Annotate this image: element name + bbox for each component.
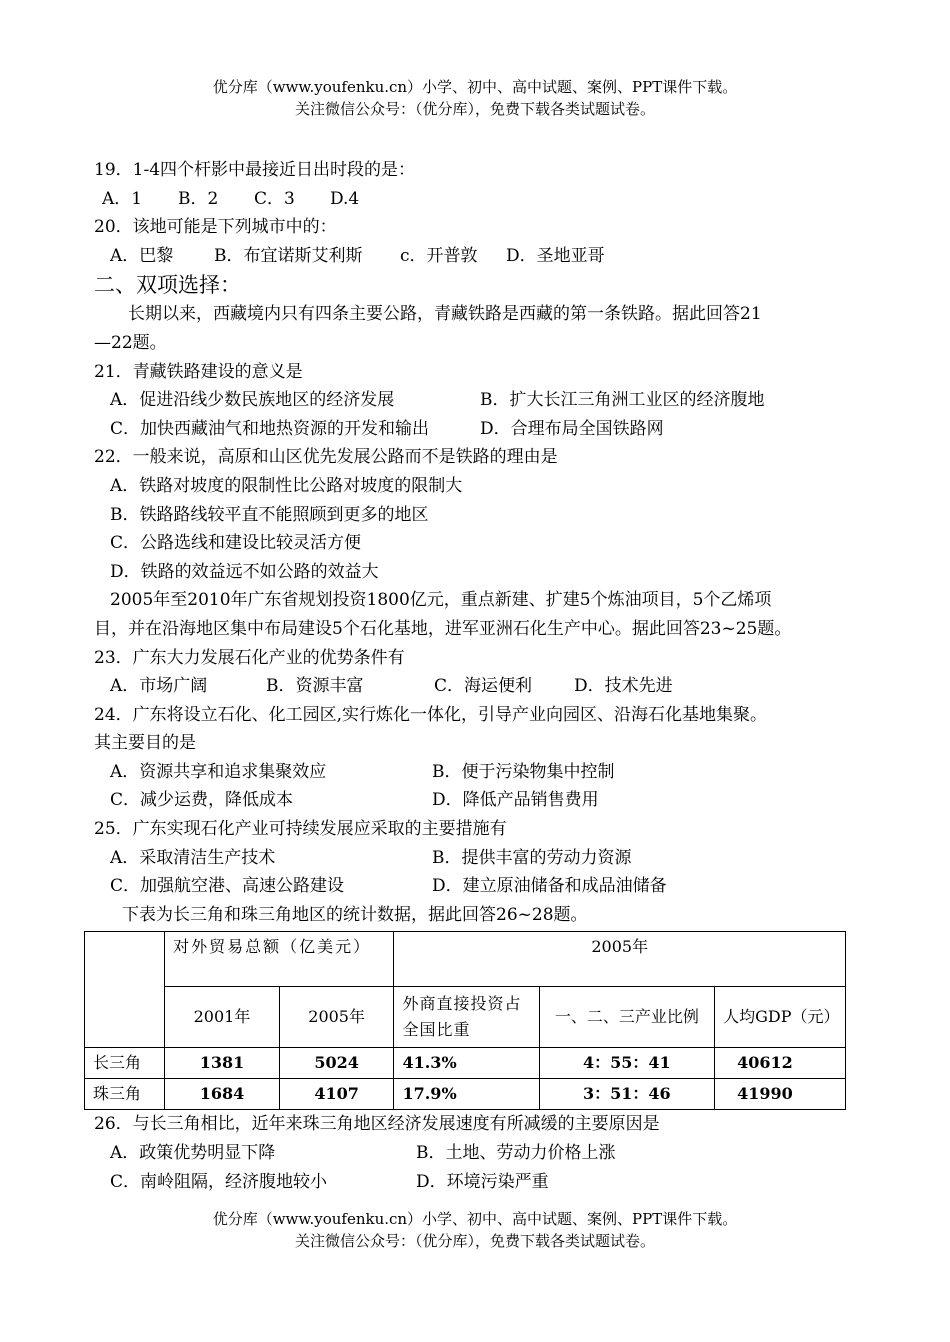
- option: A．促进沿线少数民族地区的经济发展: [110, 390, 395, 411]
- option: B．铁路路线较平直不能照顾到更多的地区: [110, 504, 429, 525]
- question-25-stem: 25．广东实现石化产业可持续发展应采取的主要措施有: [94, 819, 507, 840]
- cell-trade-2005: 4107: [279, 1079, 394, 1110]
- question-24-stem-line-1: 24．广东将设立石化、化工园区,实行炼化一体化，引导产业向园区、沿海石化基地集聚。: [94, 704, 768, 725]
- option: A．1: [102, 188, 143, 209]
- option: C．海运便利: [434, 676, 533, 697]
- question-25-options-row-1: [94, 844, 874, 873]
- footer-banner: [0, 1208, 950, 1252]
- option: B．土地、劳动力价格上涨: [416, 1143, 616, 1164]
- question-20-options: [94, 242, 874, 271]
- table-intro: 下表为长三角和珠三角地区的统计数据，据此回答26~28题。: [122, 904, 588, 925]
- question-25-options-row-2: [94, 872, 874, 901]
- question-24-options-row-1: [94, 758, 874, 787]
- banner-line-1: 优分库（www.youfenku.cn）小学、初中、高中试题、案例、PPT课件下载。: [212, 1210, 738, 1228]
- option: A．市场广阔: [110, 676, 208, 697]
- header-2005: 2005年: [394, 932, 846, 987]
- banner-line-2: 关注微信公众号：（优分库），免费下载各类试题试卷。: [294, 100, 655, 118]
- header-industry-ratio: 一、二、三产业比例: [539, 987, 715, 1048]
- question-22-stem: 22．一般来说，高原和山区优先发展公路而不是铁路的理由是: [94, 447, 558, 468]
- option: D．降低产品销售费用: [432, 790, 599, 811]
- option: C．公路选线和建设比较灵活方便: [110, 533, 362, 554]
- option: B．便于污染物集中控制: [432, 761, 615, 782]
- passage-1-line-2: —22题。: [94, 332, 167, 353]
- exam-content: [94, 156, 874, 1196]
- cell-region: 长三角: [85, 1048, 165, 1079]
- option: D．建立原油储备和成品油储备: [432, 876, 667, 897]
- option: D．圣地亚哥: [506, 245, 605, 266]
- question-21-stem: 21．青藏铁路建设的意义是: [94, 361, 303, 382]
- option: B．布宜诺斯艾利斯: [214, 245, 363, 266]
- question-23-stem: 23．广东大力发展石化产业的优势条件有: [94, 647, 405, 668]
- option: B．扩大长江三角洲工业区的经济腹地: [480, 390, 765, 411]
- passage-2-line-1: 2005年至2010年广东省规划投资1800亿元，重点新建、扩建5个炼油项目，5个乙烯项: [110, 590, 772, 611]
- cell-industry-ratio: 3：51：46: [539, 1079, 715, 1110]
- question-26-options-row-1: [94, 1139, 874, 1168]
- header-trade: 对外贸易总额（亿美元）: [165, 932, 394, 987]
- option: C．3: [254, 188, 295, 209]
- passage-1-line-1: 长期以来，西藏境内只有四条主要公路，青藏铁路是西藏的第一条铁路。据此回答21: [128, 304, 762, 325]
- section-title: 二、双项选择：: [94, 273, 241, 298]
- cell-trade-2001: 1684: [165, 1079, 280, 1110]
- option: c．开普敦: [400, 245, 478, 266]
- table-row: [85, 1079, 846, 1110]
- header-fdi: 外商直接投资占全国比重: [394, 987, 539, 1048]
- cell-gdp: 40612: [715, 1048, 846, 1079]
- table-corner-cell: [85, 932, 165, 1048]
- cell-trade-2005: 5024: [279, 1048, 394, 1079]
- option: A．采取清洁生产技术: [110, 847, 276, 868]
- option: C．南岭阻隔，经济腹地较小: [110, 1171, 328, 1192]
- banner-line-1: 优分库（www.youfenku.cn）小学、初中、高中试题、案例、PPT课件下载。: [212, 78, 738, 96]
- header-banner: [0, 76, 950, 120]
- question-26-options-row-2: [94, 1168, 874, 1197]
- option: C．减少运费，降低成本: [110, 790, 294, 811]
- option: D．铁路的效益远不如公路的效益大: [110, 561, 379, 582]
- question-21-options-row-2: [94, 415, 874, 444]
- header-2001-year: 2001年: [165, 987, 280, 1048]
- cell-fdi: 41.3%: [394, 1048, 539, 1079]
- question-26-stem: 26．与长三角相比，近年来珠三角地区经济发展速度有所减缓的主要原因是: [94, 1114, 660, 1135]
- question-20-stem: 20．该地可能是下列城市中的：: [94, 217, 337, 238]
- banner-line-2: 关注微信公众号：（优分库），免费下载各类试题试卷。: [294, 1232, 655, 1250]
- header-2005-year: 2005年: [279, 987, 394, 1048]
- question-24-options-row-2: [94, 786, 874, 815]
- header-gdp-per-capita: 人均GDP（元）: [715, 987, 846, 1048]
- option: D.4: [330, 188, 360, 209]
- cell-trade-2001: 1381: [165, 1048, 280, 1079]
- option: D．技术先进: [574, 676, 673, 697]
- option: D．环境污染严重: [416, 1171, 549, 1192]
- option: D．合理布局全国铁路网: [480, 418, 664, 439]
- passage-2-line-2: 目，并在沿海地区集中布局建设5个石化基地，进军亚洲石化生产中心。据此回答23~25题。: [94, 618, 792, 639]
- question-19-options: [94, 185, 874, 214]
- option: A．资源共享和追求集聚效应: [110, 761, 327, 782]
- question-23-options: [94, 672, 874, 701]
- cell-fdi: 17.9%: [394, 1079, 539, 1110]
- option: A．政策优势明显下降: [110, 1143, 276, 1164]
- option: C．加强航空港、高速公路建设: [110, 876, 345, 897]
- statistics-table: [84, 931, 846, 1110]
- cell-industry-ratio: 4：55：41: [539, 1048, 715, 1079]
- option: A．巴黎: [110, 245, 174, 266]
- option: B．2: [178, 188, 219, 209]
- question-21-options-row-1: [94, 386, 874, 415]
- option: B．提供丰富的劳动力资源: [432, 847, 632, 868]
- question-19-stem: 19．1-4四个杆影中最接近日出时段的是：: [94, 160, 416, 180]
- option: A．铁路对坡度的限制性比公路对坡度的限制大: [110, 475, 463, 496]
- question-24-stem-line-2: 其主要目的是: [94, 733, 196, 754]
- table-row: [85, 1048, 846, 1079]
- cell-region: 珠三角: [85, 1079, 165, 1110]
- cell-gdp: 41990: [715, 1079, 846, 1110]
- option: C．加快西藏油气和地热资源的开发和输出: [110, 418, 430, 439]
- option: B．资源丰富: [266, 676, 364, 697]
